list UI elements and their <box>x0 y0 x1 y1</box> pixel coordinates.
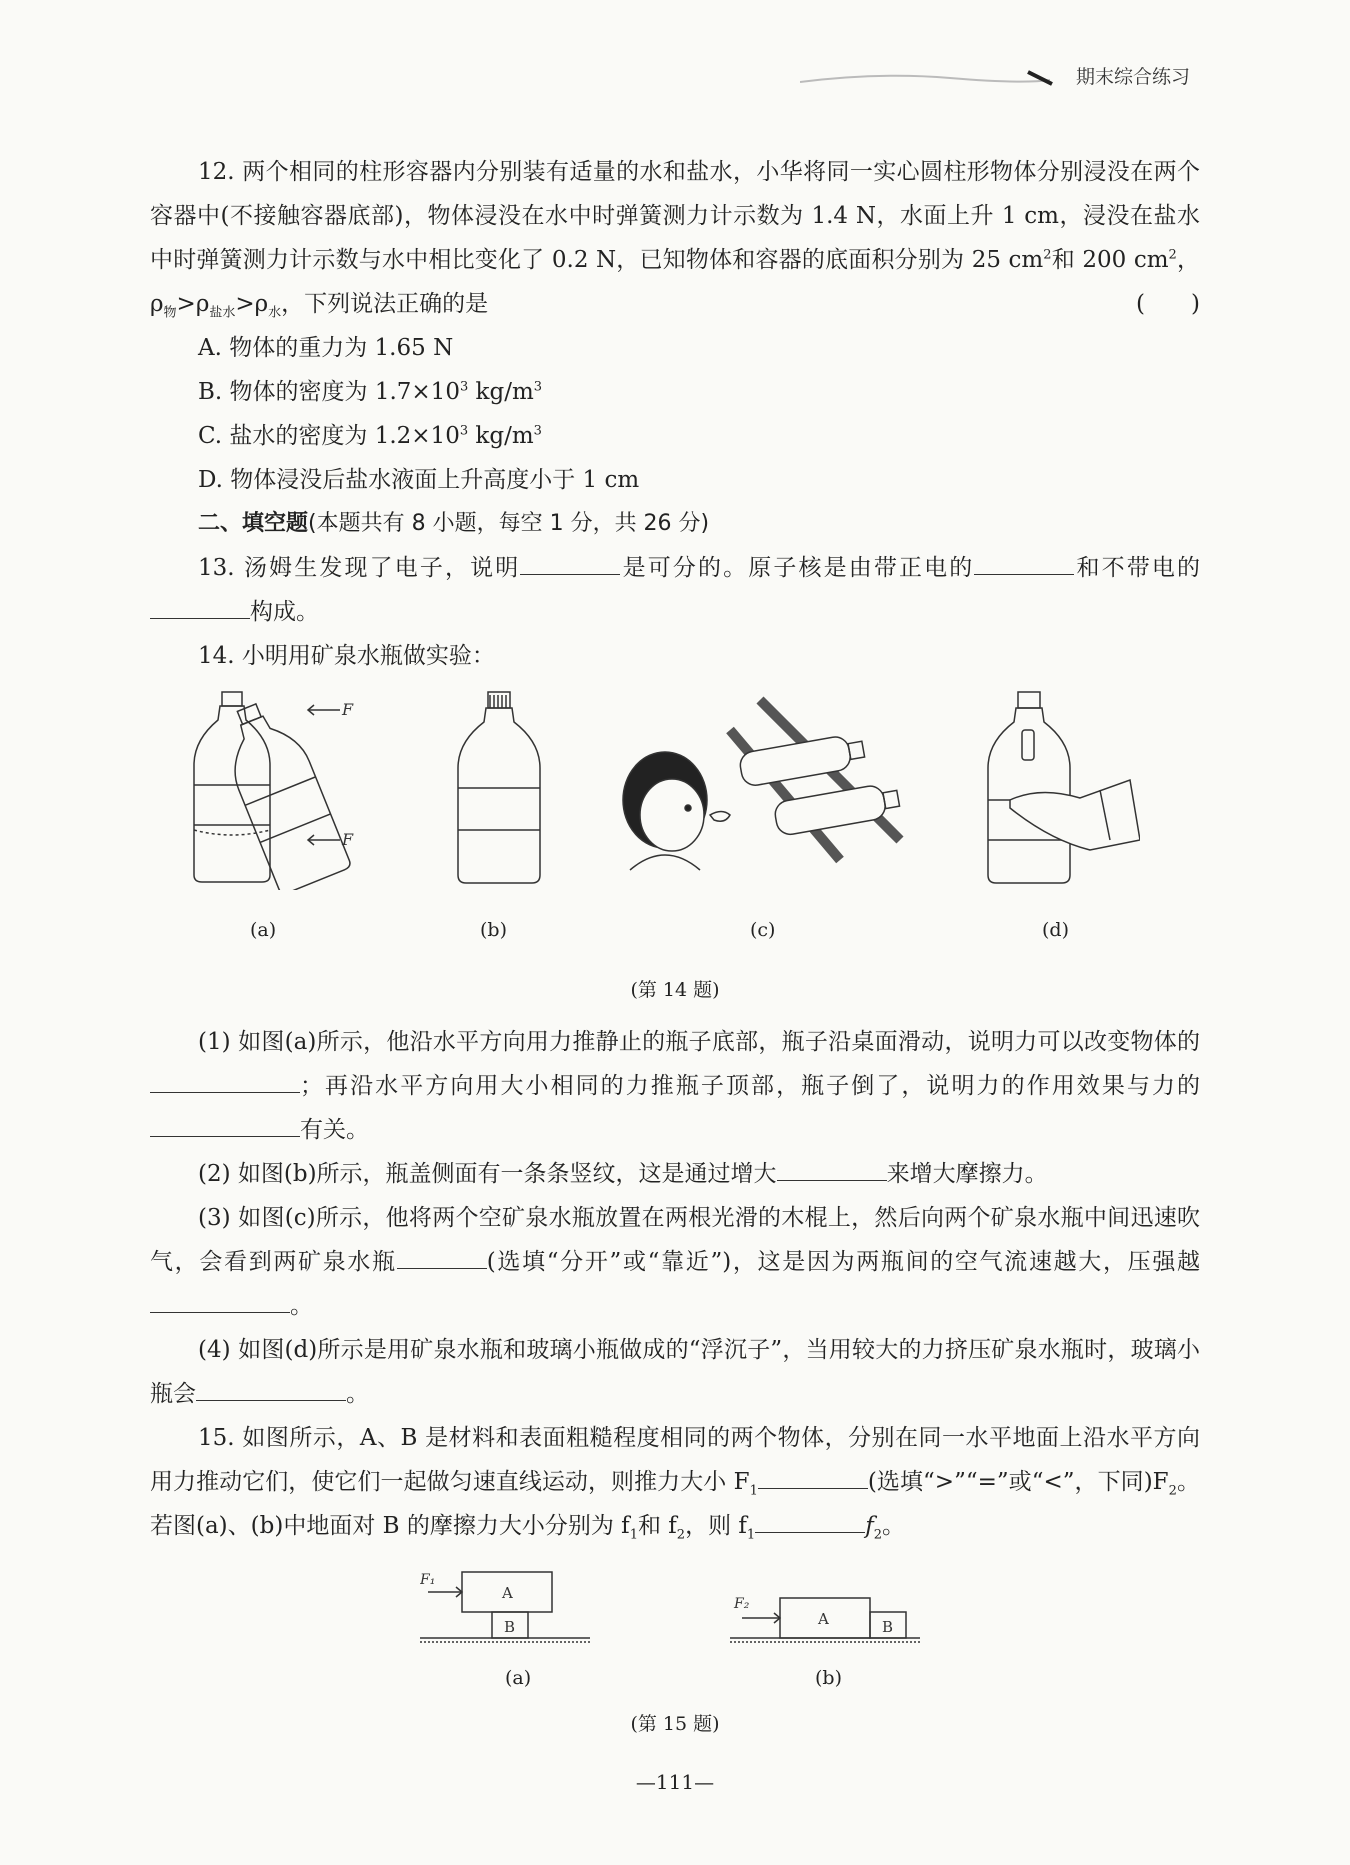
caption-14c: (c) <box>750 919 776 941</box>
svg-text:B: B <box>504 1618 516 1636</box>
svg-text:F: F <box>342 700 354 719</box>
svg-text:F₂: F₂ <box>734 1596 750 1612</box>
caption-14b: (b) <box>480 919 507 941</box>
figure-14a-bottles <box>190 690 370 890</box>
option-c: C. 盐水的密度为 $1.2\times 10^3$ $kg/m^3$ <box>198 423 542 449</box>
svg-text:F₁: F₁ <box>420 1572 436 1588</box>
figure-15 <box>150 1562 1200 1689</box>
blank-13-1[interactable] <box>520 550 620 575</box>
blank-14-2[interactable] <box>150 1112 300 1137</box>
figure-15b <box>730 1562 930 1652</box>
caption-15b: (b) <box>815 1667 842 1689</box>
caption-15a: (a) <box>505 1667 532 1689</box>
question-14-part-3: (3) 如图(c)所示，他将两个空矿泉水瓶放置在两根光滑的木棍上，然后向两个矿泉水瓶中间迅速吹气，会看到两矿泉水瓶 (选填“分开”或“靠近”)，这是因为两瓶间的空气流速越大，压强越。 <box>150 1205 1201 1319</box>
caption-14d: (d) <box>1042 919 1069 941</box>
question-15: 15. 如图所示，A、B 是材料和表面粗糙程度相同的两个物体，分别在同一水平地面上沿水平方向用力推动它们，使它们一起做匀速直线运动，则推力大小 $F_1$ (选填“>”“=”或“<”，下同)$F_2$。若图(a)、(b)中地面对 B 的摩擦力大小分别为 $f_1$和 $f_2$，则 $f_1$ $f_2$。 <box>150 1425 1200 1543</box>
blank-13-2[interactable] <box>974 550 1074 575</box>
figure-14b-bottle <box>450 690 550 890</box>
caption-14a: (a) <box>250 919 277 941</box>
blank-14-5[interactable] <box>150 1288 290 1313</box>
question-14-stem: 14. 小明用矿泉水瓶做实验： <box>198 643 495 669</box>
blank-14-6[interactable] <box>196 1376 346 1401</box>
svg-text:F: F <box>342 830 354 849</box>
figure-14-caption: (第 14 题) <box>630 979 720 1001</box>
page-number: —111— <box>635 1770 715 1794</box>
svg-text:B: B <box>882 1618 894 1636</box>
blank-14-3[interactable] <box>777 1156 887 1181</box>
figure-14d-cartesian-diver <box>980 690 1140 890</box>
page-content <box>150 150 1200 1754</box>
svg-text:A: A <box>818 1610 829 1628</box>
option-b: B. 物体的密度为 $1.7\times 10^3$ $kg/m^3$ <box>198 379 543 405</box>
blank-14-1[interactable] <box>150 1068 300 1093</box>
running-header: 期末综合练习 <box>1075 66 1190 88</box>
question-14-part-2: (2) 如图(b)所示，瓶盖侧面有一条条竖纹，这是通过增大 来增大摩擦力。 <box>150 1152 1200 1196</box>
blank-13-3[interactable] <box>150 594 250 619</box>
blank-15-1[interactable] <box>758 1464 868 1489</box>
option-a: A. 物体的重力为 1.65 N <box>198 335 454 361</box>
option-d: D. 物体浸没后盐水液面上升高度小于 1 cm <box>198 467 640 493</box>
blank-15-2[interactable] <box>755 1508 865 1533</box>
answer-parentheses[interactable]: ( ) <box>1136 291 1200 317</box>
blank-14-4[interactable] <box>397 1244 487 1269</box>
figure-14 <box>150 690 1200 970</box>
header-decoration <box>800 70 1060 100</box>
section-heading: 二、填空题(本题共有 8 小题，每空 1 分，共 26 分) <box>198 511 710 536</box>
question-12: 12. 两个相同的柱形容器内分别装有适量的水和盐水，小华将同一实心圆柱形物体分别浸没在两个容器中(不接触容器底部)，物体浸没在水中时弹簧测力计示数为 1.4 N，水面上升 1 cm，浸没在盐水中时弹簧测力计示数与水中相比变化了 0.2 N，已知物体和容器的底面积分别为 25 $cm^2$和 200 $cm^2$，$\rho_物>\rho_{盐水}>\rho_水$，下列说法正确的是 ( ) <box>150 150 1200 326</box>
svg-text:A: A <box>502 1584 513 1602</box>
question-14-part-4: (4) 如图(d)所示是用矿泉水瓶和玻璃小瓶做成的“浮沉子”，当用较大的力挤压矿泉水瓶时，玻璃小瓶会 。 <box>150 1337 1200 1407</box>
figure-14c-blowing <box>610 690 910 890</box>
figure-15a <box>420 1562 600 1652</box>
question-14-part-1: (1) 如图(a)所示，他沿水平方向用力推静止的瓶子底部，瓶子沿桌面滑动，说明力可以改变物体的；再沿水平方向用大小相同的力推瓶子顶部，瓶子倒了，说明力的作用效果与力的有关。 <box>150 1020 1200 1152</box>
figure-15-caption: (第 15 题) <box>630 1713 720 1735</box>
question-13: 13. 汤姆生发现了电子，说明 是可分的。原子核是由带正电的 和不带电的构成。 <box>150 546 1200 634</box>
